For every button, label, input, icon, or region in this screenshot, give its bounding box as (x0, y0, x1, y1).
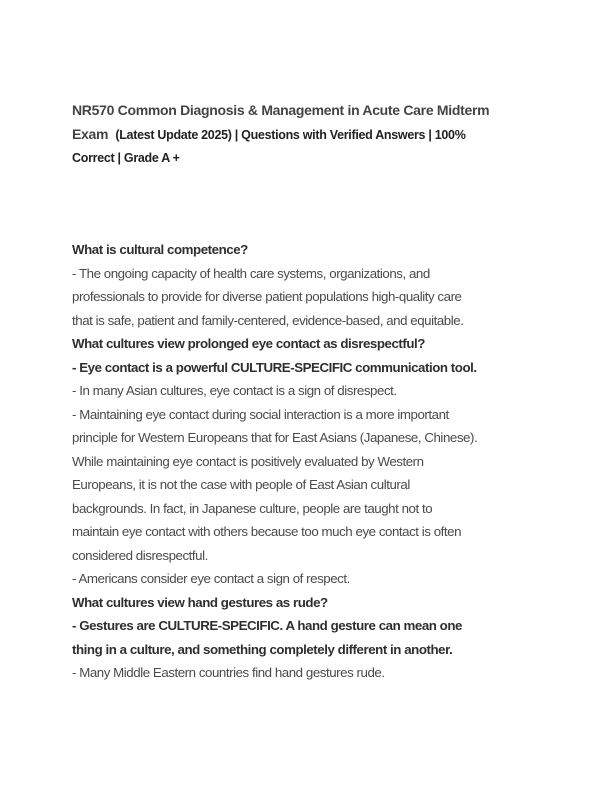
document-title (72, 98, 542, 169)
answer-line: - The ongoing capacity of health care systems, organizations, and (72, 265, 430, 281)
answer-line: - Americans consider eye contact a sign of respect. (72, 571, 350, 586)
answer-key-line: - Gestures are CULTURE-SPECIFIC. A hand gesture can mean one (72, 618, 462, 633)
title-line-exam: Exam (72, 126, 109, 142)
answer-line: - Many Middle Eastern countries find hand gestures rude. (72, 665, 385, 680)
answer-key-line: - Eye contact is a powerful CULTURE-SPECIFIC communication tool. (72, 359, 477, 375)
title-line: Correct | Grade A + (72, 151, 180, 165)
question-heading: What is cultural competence? (72, 242, 248, 257)
answer-line: principle for Western Europeans that for East Asians (Japanese, Chinese). (72, 430, 478, 445)
answer-line: Europeans, it is not the case with people of East Asian cultural (72, 477, 410, 492)
qa-content (72, 238, 552, 685)
answer-line: maintain eye contact with others because too much eye contact is often (72, 524, 462, 539)
title-subtitle: (Latest Update 2025) | Questions with Verified Answers | 100% (115, 128, 466, 142)
answer-line: backgrounds. In fact, in Japanese culture, people are taught not to (72, 500, 433, 516)
answer-line: considered disrespectful. (72, 547, 208, 563)
answer-key-line: thing in a culture, and something completely different in another. (72, 641, 453, 657)
answer-line: that is safe, patient and family-centered, evidence-based, and equitable. (72, 312, 464, 328)
question-heading: What cultures view prolonged eye contact as disrespectful? (72, 336, 425, 351)
answer-line: While maintaining eye contact is positively evaluated by Western (72, 453, 424, 469)
answer-line: - In many Asian cultures, eye contact is a sign of disrespect. (72, 383, 397, 398)
question-heading: What cultures view hand gestures as rude? (72, 594, 328, 610)
answer-line: - Maintaining eye contact during social interaction is a more important (72, 406, 449, 422)
answer-line: professionals to provide for diverse patient populations high-quality care (72, 289, 462, 304)
title-line: NR570 Common Diagnosis & Management in Acute Care Midterm (72, 102, 490, 118)
title-line (72, 122, 542, 147)
